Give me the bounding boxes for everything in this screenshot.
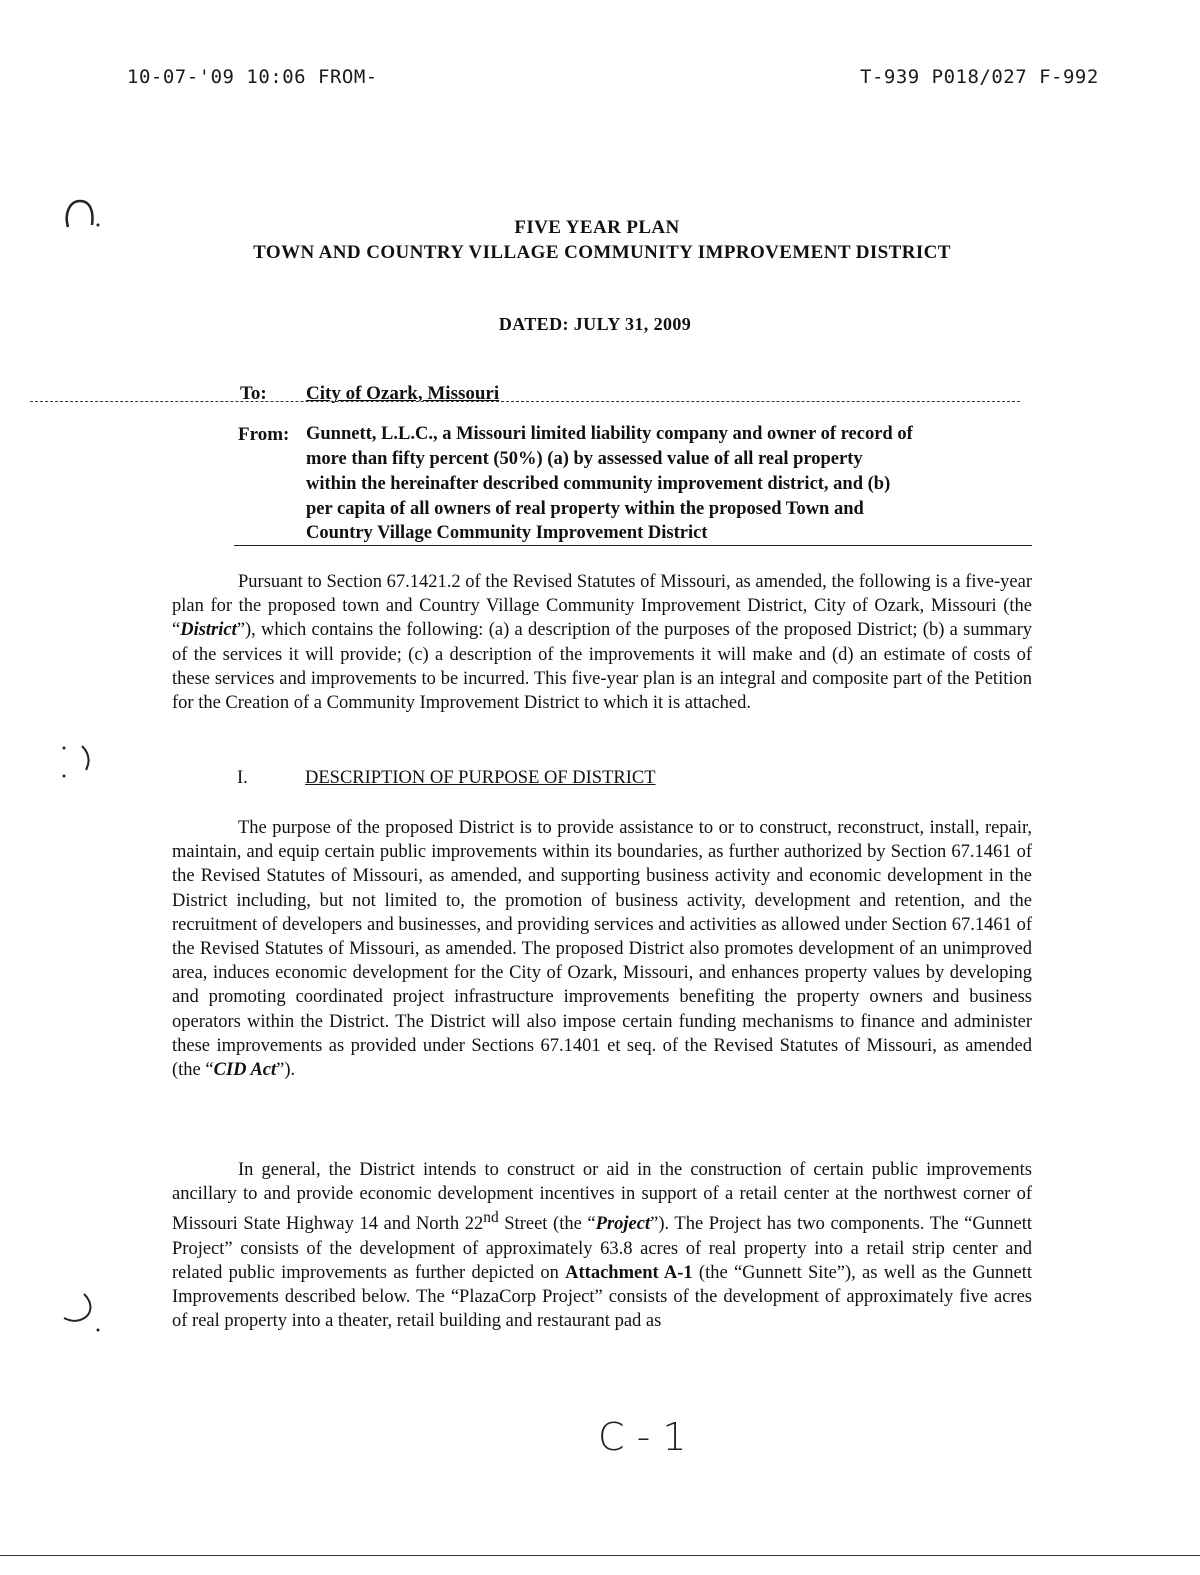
fax-header-left: 10-07-'09 10:06 FROM- — [127, 66, 378, 88]
from-line: Gunnett, L.L.C., a Missouri limited liability company and owner of record of — [306, 424, 913, 444]
from-line: within the hereinafter described community improvement district, and (b) — [306, 474, 891, 494]
section-number: I. — [237, 768, 248, 788]
document-date: DATED: JULY 31, 2009 — [498, 314, 692, 334]
defined-term: Project — [595, 1214, 651, 1235]
handwritten-mark — [62, 1290, 102, 1334]
from-underline — [234, 545, 1032, 546]
to-label: To: — [240, 383, 267, 404]
page-number: C - 1 — [598, 1415, 687, 1459]
defined-term: District — [180, 620, 237, 641]
to-recipient: City of Ozark, Missouri — [306, 383, 500, 404]
from-line: more than fifty percent (50%) (a) by assessed value of all real property — [306, 449, 863, 469]
purpose-paragraph: The purpose of the proposed District is to provide assistance to or to construct, reconstruct, install, repair, maintain, and equip certain public improvements within its boundaries, as further authorized by Section 67.1461 of the Revised Statutes of Missouri, as amended, and supporting business activity and economic development in the District including, but not limited to, the promotion of business activity, development and retention, and the recruitment of developers and businesses, and providing services and activities as allowed under Section 67.1461 of the Revised Statutes of Missouri, as amended. The proposed District also promotes development of an unimproved area, induces economic development for the City of Ozark, Missouri, and enhances property values by developing and promoting coordinated project infrastructure improvements benefiting the property owners and business operators within the District. The District will also impose certain funding mechanisms to finance and administer these improvements as provided under Sections 67.1401 et seq. of the Revised Statutes of Missouri, as amended (the “CID Act”). — [172, 818, 1032, 1081]
fax-header-right: T-939 P018/027 F-992 — [860, 66, 1099, 88]
from-line: Country Village Community Improvement District — [306, 523, 708, 543]
scan-edge — [0, 1555, 1200, 1575]
to-dashed-line — [30, 401, 1020, 402]
document-title: FIVE YEAR PLAN — [514, 217, 680, 238]
defined-term: CID Act — [213, 1060, 277, 1081]
document-subtitle: TOWN AND COUNTRY VILLAGE COMMUNITY IMPROVEMENT DISTRICT — [253, 242, 951, 263]
attachment-reference: Attachment A-1 — [565, 1262, 693, 1283]
handwritten-mark — [60, 740, 100, 784]
from-label: From: — [238, 424, 290, 445]
project-paragraph: In general, the District intends to construct or aid in the construction of certain public improvements ancillary to and provide economic development incentives in support of a retail center at the northwest corner of Missouri State Highway 14 and North 22nd Street (the “Project”). The Project has two components. The “Gunnett Project” consists of the development of approximately 63.8 acres of real property into a retail strip center and related public improvements as further depicted on Attachment A-1 (the “Gunnett Site”), as well as the Gunnett Improvements described below. The “PlazaCorp Project” consists of the development of approximately five acres of real property into a theater, retail building and restaurant pad as — [172, 1160, 1032, 1332]
section-heading: DESCRIPTION OF PURPOSE OF DISTRICT — [305, 768, 656, 788]
from-line: per capita of all owners of real property within the proposed Town and — [306, 499, 864, 519]
intro-paragraph: Pursuant to Section 67.1421.2 of the Revised Statutes of Missouri, as amended, the following is a five-year plan for the proposed town and Country Village Community Improvement District, City of Ozark, Missouri (the “District”), which contains the following: (a) a description of the purposes of the proposed District; (b) a summary of the services it will provide; (c) a description of the improvements it will make and (d) an estimate of costs of these services and improvements to be incurred. This five-year plan is an integral and composite part of the Petition for the Creation of a Community Improvement District to which it is attached. — [172, 572, 1032, 714]
